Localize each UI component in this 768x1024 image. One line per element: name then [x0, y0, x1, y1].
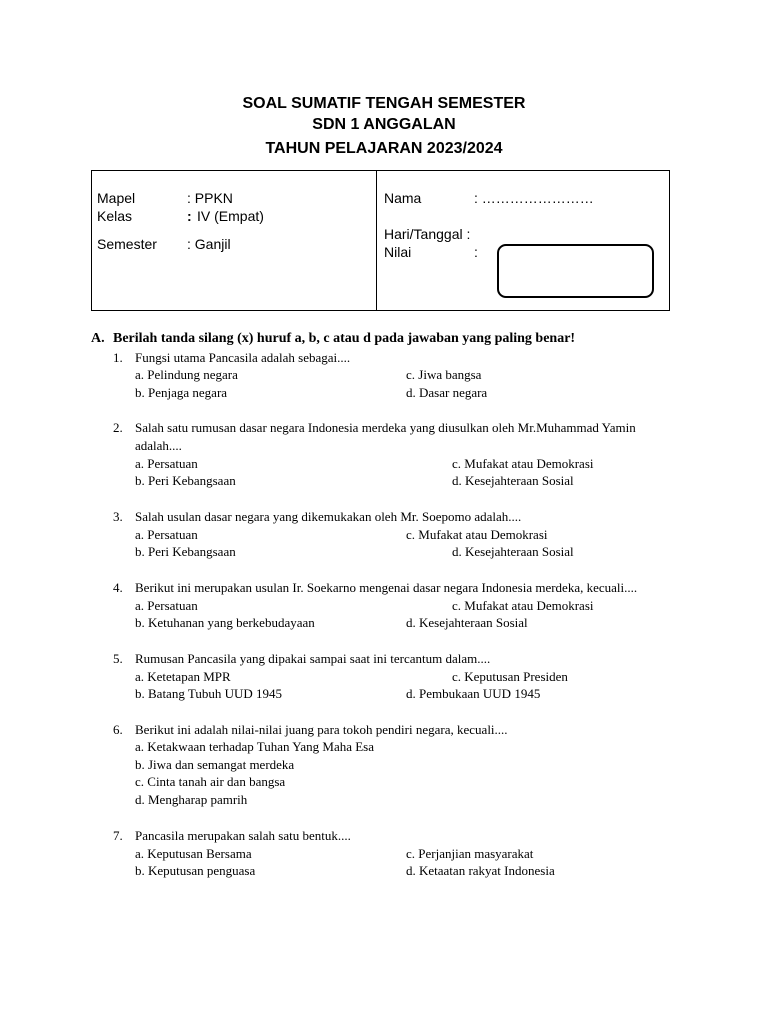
answer-option[interactable]: c. Keputusan Presiden: [452, 669, 568, 684]
nilai-label: Nilai: [384, 244, 412, 260]
question-text: adalah....: [135, 438, 182, 453]
nama-label: Nama: [384, 190, 422, 206]
kelas-value: IV (Empat): [197, 208, 264, 224]
answer-option[interactable]: d. Ketaatan rakyat Indonesia: [406, 863, 555, 878]
question-number: 5.: [113, 651, 123, 666]
nilai-colon: :: [474, 244, 478, 260]
question-text: Fungsi utama Pancasila adalah sebagai....: [135, 350, 351, 365]
question-text: Berikut ini merupakan usulan Ir. Soekarno mengenai dasar negara Indonesia merdeka, kecuali....: [135, 580, 638, 595]
mapel-value: : PPKN: [187, 190, 233, 206]
answer-option[interactable]: c. Jiwa bangsa: [406, 367, 482, 382]
kelas-colon: :: [187, 208, 192, 224]
answer-option[interactable]: a. Persatuan: [135, 527, 198, 542]
answer-option[interactable]: c. Mufakat atau Demokrasi: [406, 527, 548, 542]
answer-option[interactable]: b. Peri Kebangsaan: [135, 473, 236, 488]
question-text: Salah satu rumusan dasar negara Indonesia merdeka yang diusulkan oleh Mr.Muhammad Yamin: [135, 420, 636, 435]
question-number: 6.: [113, 722, 123, 737]
question-number: 4.: [113, 580, 123, 595]
nama-field[interactable]: : ……………………: [474, 190, 594, 206]
answer-option[interactable]: a. Persatuan: [135, 456, 198, 471]
question-number: 7.: [113, 828, 123, 843]
title-line-3: TAHUN PELAJARAN 2023/2024: [265, 140, 503, 157]
answer-option[interactable]: b. Penjaga negara: [135, 385, 228, 400]
answer-option[interactable]: d. Mengharap pamrih: [135, 792, 248, 807]
answer-option[interactable]: a. Keputusan Bersama: [135, 846, 252, 861]
kelas-label: Kelas: [97, 208, 133, 224]
answer-option[interactable]: a. Persatuan: [135, 598, 198, 613]
answer-option[interactable]: c. Cinta tanah air dan bangsa: [135, 774, 286, 789]
section-a-marker: A.: [91, 331, 105, 346]
answer-option[interactable]: b. Peri Kebangsaan: [135, 544, 236, 559]
question-number: 3.: [113, 509, 123, 524]
semester-label: Semester: [97, 236, 157, 252]
answer-option[interactable]: a. Ketakwaan terhadap Tuhan Yang Maha Esa: [135, 739, 375, 754]
nilai-score-box[interactable]: [497, 244, 654, 298]
question-number: 2.: [113, 420, 123, 435]
mapel-label: Mapel: [97, 190, 136, 206]
answer-option[interactable]: a. Ketetapan MPR: [135, 669, 231, 684]
answer-option[interactable]: d. Kesejahteraan Sosial: [452, 473, 574, 488]
answer-option[interactable]: d. Dasar negara: [406, 385, 488, 400]
answer-option[interactable]: b. Jiwa dan semangat merdeka: [135, 757, 295, 772]
answer-option[interactable]: d. Kesejahteraan Sosial: [406, 615, 528, 630]
answer-option[interactable]: b. Batang Tubuh UUD 1945: [135, 686, 282, 701]
question-text: Salah usulan dasar negara yang dikemukakan oleh Mr. Soepomo adalah....: [135, 509, 522, 524]
title-line-1: SOAL SUMATIF TENGAH SEMESTER: [242, 95, 526, 112]
answer-option[interactable]: c. Mufakat atau Demokrasi: [452, 456, 594, 471]
question-text: Berikut ini adalah nilai-nilai juang para tokoh pendiri negara, kecuali....: [135, 722, 508, 737]
answer-option[interactable]: d. Kesejahteraan Sosial: [452, 544, 574, 559]
section-a-instruction: Berilah tanda silang (x) huruf a, b, c atau d pada jawaban yang paling benar!: [113, 331, 576, 346]
hari-tanggal-label: Hari/Tanggal :: [384, 226, 471, 242]
question-number: 1.: [113, 350, 123, 365]
answer-option[interactable]: b. Keputusan penguasa: [135, 863, 256, 878]
answer-option[interactable]: c. Mufakat atau Demokrasi: [452, 598, 594, 613]
answer-option[interactable]: b. Ketuhanan yang berkebudayaan: [135, 615, 315, 630]
answer-option[interactable]: c. Perjanjian masyarakat: [406, 846, 534, 861]
semester-value: : Ganjil: [187, 236, 231, 252]
answer-option[interactable]: a. Pelindung negara: [135, 367, 238, 382]
identity-box-divider: [376, 170, 377, 311]
question-text: Rumusan Pancasila yang dipakai sampai saat ini tercantum dalam....: [135, 651, 491, 666]
title-line-2: SDN 1 ANGGALAN: [312, 116, 456, 133]
answer-option[interactable]: d. Pembukaan UUD 1945: [406, 686, 541, 701]
question-text: Pancasila merupakan salah satu bentuk....: [135, 828, 351, 843]
